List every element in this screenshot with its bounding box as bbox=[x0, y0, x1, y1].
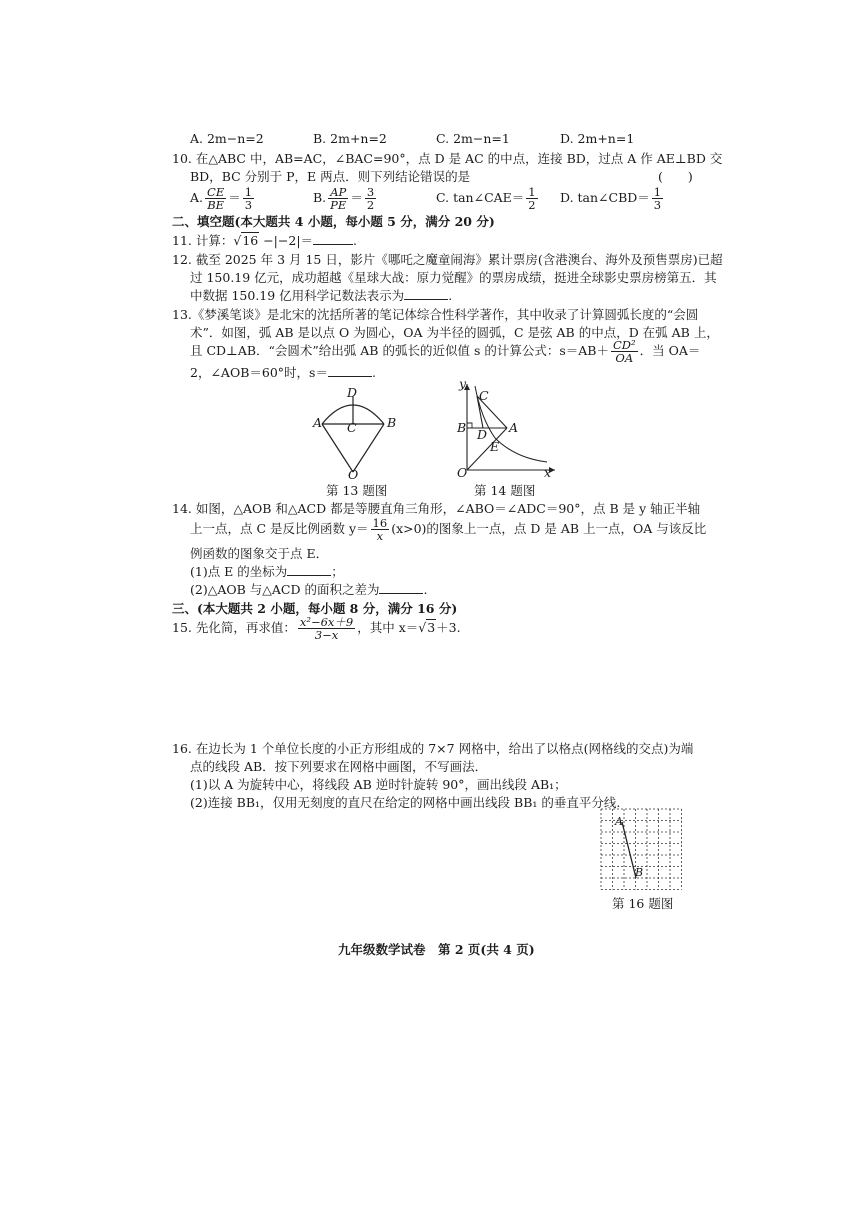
q16-sub2: (2)连接 BB₁，仅用无刻度的直尺在给定的网格中画出线段 BB₁ 的垂直平分线. bbox=[190, 795, 621, 810]
fig14-label-e: E bbox=[490, 439, 500, 454]
fig14-label-d: D bbox=[477, 427, 488, 442]
q14-answer1-blank[interactable] bbox=[287, 563, 331, 576]
fig14-label-a: A bbox=[509, 420, 519, 435]
q10-line2: BD，BC 分别于 P，E 两点．则下列结论错误的是 bbox=[190, 169, 471, 184]
fig14-label-o: O bbox=[457, 465, 468, 480]
fig13-label-c: C bbox=[347, 420, 357, 435]
fig16-label-b: B bbox=[635, 866, 644, 879]
q10-option-d: D. tan∠CBD＝ $\frac{1}{3}$ bbox=[560, 185, 662, 212]
q9-option-b: B. 2m+n=2 bbox=[313, 131, 387, 146]
q16-line2: 点的线段 AB．按下列要求在网格中画图，不写画法． bbox=[190, 759, 488, 774]
q12-line1: 12. 截至 2025 年 3 月 15 日，影片《哪吒之魔童闹海》累计票房(含港澳台、海外及预售票房)已超 bbox=[172, 252, 723, 267]
q15: 15. 先化简，再求值： $\frac{\text{x²−6x＋9}}{3-x}$ ，其中 x＝√3＋3. bbox=[172, 615, 461, 642]
q10-answer-paren: ( ) bbox=[658, 169, 693, 184]
q14-answer2-blank[interactable] bbox=[379, 581, 423, 594]
q14-sub2: (2)△AOB 与△ACD 的面积之差为 . bbox=[190, 582, 428, 597]
fig13-label-a: A bbox=[313, 415, 323, 430]
q14-line1: 14. 如图，△AOB 和△ACD 都是等腰直角三角形，∠ABO＝∠ADC＝90°，点 B 是 y 轴正半轴 bbox=[172, 501, 701, 516]
q14-line2: 上一点，点 C 是反比例函数 y＝ $\frac{16}{x}$ (x>0)的图象上一点，点 D 是 AB 上一点，OA 与该反比 bbox=[190, 516, 707, 543]
section3-header: 三、(本大题共 2 小题，每小题 8 分，满分 16 分) bbox=[172, 601, 458, 616]
q14-line3: 例函数的图象交于点 E． bbox=[190, 546, 329, 561]
q10-option-c: C. tan∠CAE＝ $\frac{1}{2}$ bbox=[436, 185, 536, 212]
q16-line1: 16. 在边长为 1 个单位长度的小正方形组成的 7×7 网格中，给出了以格点(网格线的交点)为端 bbox=[172, 741, 694, 756]
figure-13 bbox=[308, 386, 408, 478]
q13-line1: 13.《梦溪笔谈》是北宋的沈括所著的笔记体综合性科学著作，其中收录了计算圆弧长度的“会圆 bbox=[172, 307, 699, 322]
q12-line2: 过 150.19 亿元，成功超越《星球大战：原力觉醒》的票房成绩，挺进全球影史票房榜第五．其 bbox=[190, 270, 717, 285]
q11: 11. 计算：√16 −|−2|＝ . bbox=[172, 233, 358, 248]
q12-line3: 中数据 150.19 亿用科学记数法表示为 . bbox=[190, 288, 453, 303]
fig16-label-a: A bbox=[615, 815, 623, 828]
fig13-label-d: D bbox=[347, 385, 358, 400]
q13-line3: 且 CD⊥AB．“会圆术”给出弧 AB 的弧长的近似值 s 的计算公式：s＝AB＋ $\frac{\text{CD²}}{OA}$ ．当 OA＝ bbox=[190, 338, 701, 365]
q10-line1: 10. 在△ABC 中，AB=AC，∠BAC=90°，点 D 是 AC 的中点，连接 BD，过点 A 作 AE⊥BD 交 bbox=[172, 151, 723, 166]
fig13-label-b: B bbox=[387, 415, 397, 430]
q9-option-a: A. 2m−n=2 bbox=[190, 131, 264, 146]
q11-answer-blank[interactable] bbox=[313, 232, 353, 245]
q9-option-c: C. 2m−n=1 bbox=[436, 131, 510, 146]
page-footer: 九年级数学试卷 第 2 页(共 4 页) bbox=[338, 942, 535, 957]
section2-header: 二、填空题(本大题共 4 小题，每小题 5 分，满分 20 分) bbox=[172, 214, 495, 229]
figure-16-grid bbox=[598, 806, 686, 892]
q13-line2: 术”．如图，弧 AB 是以点 O 为圆心，OA 为半径的圆弧，C 是弦 AB 的中点，D 在弧 AB 上， bbox=[190, 325, 719, 340]
fig13-caption: 第 13 题图 bbox=[326, 483, 388, 498]
q12-answer-blank[interactable] bbox=[404, 287, 448, 300]
q16-sub1: (1)以 A 为旋转中心，将线段 AB 逆时针旋转 90°，画出线段 AB₁； bbox=[190, 777, 567, 792]
fig14-label-c: C bbox=[479, 388, 489, 403]
q13-answer-blank[interactable] bbox=[328, 364, 372, 377]
fig14-label-x: x bbox=[544, 465, 552, 480]
q10-option-a: A. $\frac{CE}{BE}$ ＝ $\frac{1}{3}$ bbox=[190, 185, 253, 212]
figure-14 bbox=[455, 378, 560, 476]
q13-line4: 2，∠AOB＝60°时，s＝ . bbox=[190, 365, 376, 380]
q9-option-d: D. 2m+n=1 bbox=[560, 131, 635, 146]
radius-ob bbox=[353, 424, 384, 472]
q14-sub1: (1)点 E 的坐标为 ； bbox=[190, 564, 344, 579]
fig14-label-b: B bbox=[457, 420, 467, 435]
fig14-caption: 第 14 题图 bbox=[474, 483, 536, 498]
q10-option-b: B. $\frac{AP}{PE}$ ＝ $\frac{3}{2}$ bbox=[313, 185, 375, 212]
fig14-label-y: y bbox=[459, 376, 467, 391]
fig13-label-o: O bbox=[348, 467, 359, 482]
fig16-caption: 第 16 题图 bbox=[612, 896, 674, 911]
